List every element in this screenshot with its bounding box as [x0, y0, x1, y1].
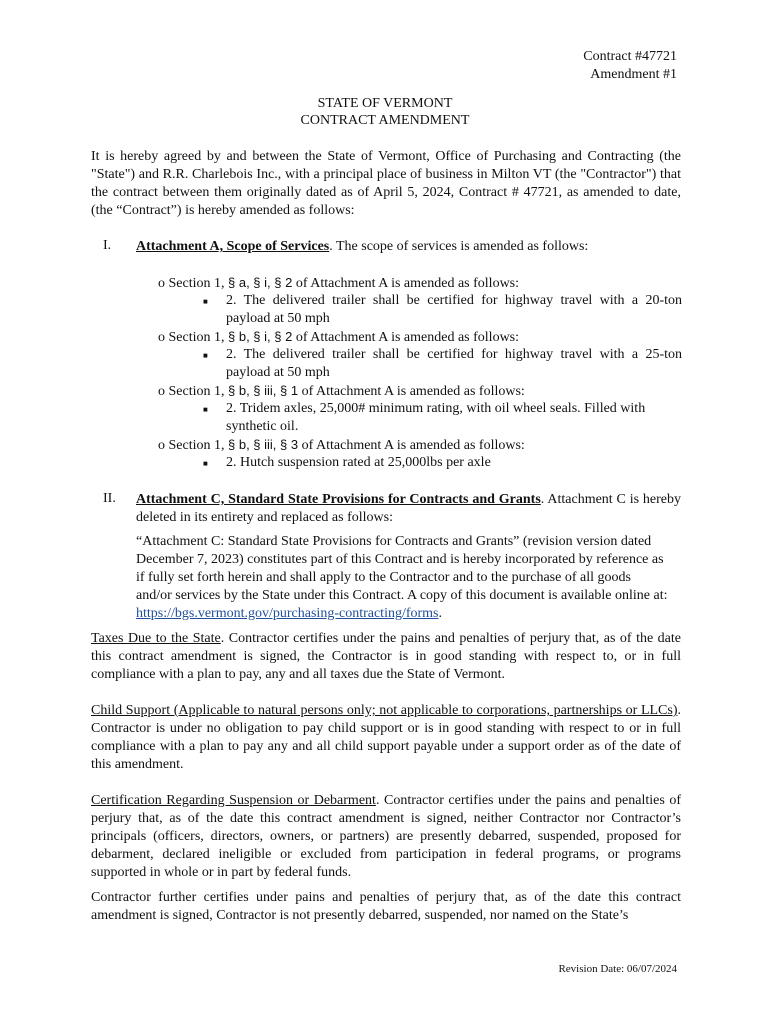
item-suffix: of Attachment A is amended as follows:	[298, 438, 525, 453]
section1-heading	[136, 238, 681, 256]
section2-text: . Attachment C is hereby deleted in its entirety and replaced as follows:	[136, 492, 682, 525]
forms-link[interactable]: https://bgs.vermont.gov/purchasing-contracting/forms	[136, 606, 439, 621]
certification-further-paragraph: Contractor further certifies under pains and penalties of perjury that, as of the date this contract amendment is signed, Contractor is not presently debarred, suspended, nor named on the State’s	[91, 890, 681, 923]
item-section-ref: § b, § iii, § 3	[228, 437, 299, 452]
square-bullet-icon: ■	[203, 297, 208, 306]
section2-title: Attachment C, Standard State Provisions for Contracts and Grants	[136, 492, 541, 507]
doc-title-line1: STATE OF VERMONT	[317, 96, 453, 111]
revision-date: Revision Date: 06/07/2024	[558, 963, 677, 975]
certification-text: . Contractor certifies under the pains and penalties of perjury that, as of the date this contract amendment is signed, neither Contractor nor Contractor’s principals (officers, directors, owners, or partners) are presently debarred, suspended, proposed for debarment, declared ineligible or excluded from participation in federal programs, or programs supported in whole or in part by federal funds.	[91, 793, 681, 880]
section1-item-3	[158, 382, 683, 401]
amendment-number: Amendment #1	[590, 67, 677, 82]
child-support-text: . Contractor is under no obligation to pay child support or is in good standing with respect to or in full compliance with a plan to pay any and all child support payable under a support order as of the date of this amendment.	[91, 703, 681, 772]
section1-item-2	[158, 328, 683, 347]
section1-text: . The scope of services is amended as follows:	[329, 239, 589, 254]
section2-numeral: II.	[103, 491, 116, 506]
square-bullet-icon: ■	[203, 351, 208, 360]
certification-paragraph	[91, 792, 681, 882]
section1-item-3-detail: 2. Tridem axles, 25,000# minimum rating, with oil wheel seals. Filled with synthetic oil.	[226, 401, 646, 434]
square-bullet-icon: ■	[203, 405, 208, 414]
section2-quote	[136, 533, 668, 623]
certification-title: Certification Regarding Suspension or Debarment	[91, 793, 376, 808]
taxes-paragraph	[91, 630, 681, 684]
section1-item-1-detail: 2. The delivered trailer shall be certified for highway travel with a 20-ton payload at 50 mph	[226, 293, 682, 326]
section1-item-4	[158, 436, 683, 455]
intro-paragraph: It is hereby agreed by and between the State of Vermont, Office of Purchasing and Contracting (the "State") and R.R. Charlebois Inc., with a principal place of business in Milton VT (the "Contractor") that the contract between them originally dated as of April 5, 2024, Contract # 47721, as amended to date, (the “Contract”) is hereby amended as follows:	[91, 149, 681, 218]
child-support-paragraph	[91, 702, 681, 774]
taxes-text: . Contractor certifies under the pains and penalties of perjury that, as of the date this contract amendment is signed, the Contractor is in good standing with respect to, or in full compliance with a plan to pay, any and all taxes due the State of Vermont.	[91, 631, 681, 682]
item-section-ref: § a, § i, § 2	[228, 275, 293, 290]
contract-number: Contract #47721	[583, 49, 677, 64]
item-prefix: Section 1,	[168, 276, 228, 291]
item-prefix: Section 1,	[168, 330, 228, 345]
item-prefix: Section 1,	[168, 384, 228, 399]
item-section-ref: § b, § i, § 2	[228, 329, 293, 344]
doc-title-line2: CONTRACT AMENDMENT	[300, 113, 470, 128]
section2-heading	[136, 491, 681, 527]
section1-item-4-detail: 2. Hutch suspension rated at 25,000lbs per axle	[226, 455, 491, 470]
taxes-title: Taxes Due to the State	[91, 631, 221, 646]
section1-numeral: I.	[103, 238, 112, 253]
section1-title: Attachment A, Scope of Services	[136, 239, 330, 254]
list-marker: o	[158, 330, 165, 345]
list-marker: o	[158, 384, 165, 399]
section2-quote-text: “Attachment C: Standard State Provisions for Contracts and Grants” (revision version dated December 7, 2023) constitutes part of this Contract and is hereby incorporated by reference as if fully set forth herein and shall apply to the Contractor and to the purchase of all goods and/or services by the State under this Contract. A copy of this document is available online at:	[136, 534, 668, 603]
list-marker: o	[158, 438, 165, 453]
item-prefix: Section 1,	[168, 438, 228, 453]
item-section-ref: § b, § iii, § 1	[228, 383, 299, 398]
child-support-title: Child Support (Applicable to natural persons only; not applicable to corporations, partnerships or LLCs)	[91, 703, 678, 718]
list-marker: o	[158, 276, 165, 291]
item-suffix: of Attachment A is amended as follows:	[292, 276, 520, 291]
section1-item-1	[158, 274, 683, 293]
section1-item-2-detail: 2. The delivered trailer shall be certified for highway travel with a 25-ton payload at 50 mph	[226, 347, 682, 380]
square-bullet-icon: ■	[203, 459, 208, 468]
item-suffix: of Attachment A is amended as follows:	[292, 330, 520, 345]
item-suffix: of Attachment A is amended as follows:	[298, 384, 525, 399]
section2-quote-end: .	[438, 606, 443, 621]
